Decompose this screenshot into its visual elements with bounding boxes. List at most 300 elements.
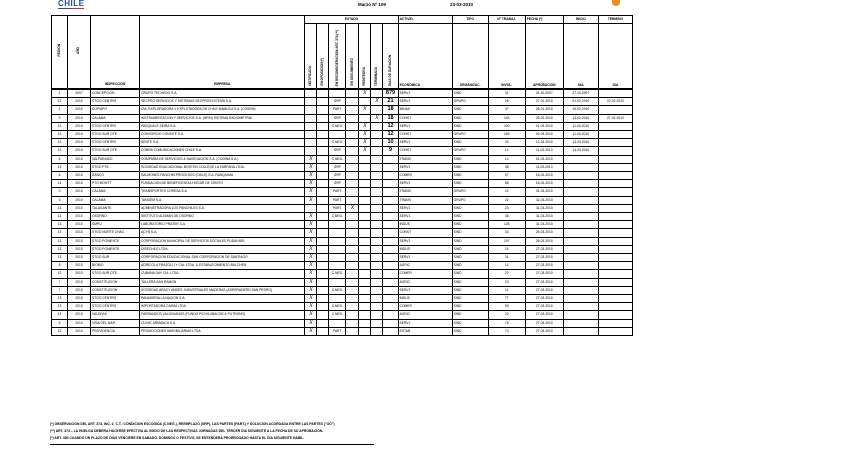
cell-inspeccion: VALPARAISO (91, 155, 140, 163)
cell-anio: 2010 (68, 139, 91, 147)
cell-fecha: 26-03-2010 (525, 229, 563, 237)
cell-inspeccion: RANCO (91, 172, 140, 180)
cell-region: 14 (52, 180, 68, 188)
cell-actividad: SERV1 (398, 254, 452, 262)
cell-trabaj: 22 (488, 270, 525, 278)
cell-empresa: INSTITUTO ALEMAN DE OSORNO (140, 213, 305, 221)
cell-trabaj: 169 (488, 131, 525, 139)
cell-actividad: AGRIC (398, 262, 452, 270)
cell-termino (598, 303, 632, 311)
cell-notificada: X (305, 229, 317, 237)
cell-terminada (371, 311, 383, 319)
footnotes (50, 421, 374, 445)
cell-reintegra (359, 172, 371, 180)
cell-termino: 27-02-2010 (598, 114, 632, 122)
cell-empresa: DISECHILE LTDA. (140, 245, 305, 253)
cell-dias (383, 213, 398, 221)
cell-dias (383, 237, 398, 245)
cell-trabaj: 57 (488, 172, 525, 180)
cell-reintegra (359, 327, 371, 335)
cell-oposicion (317, 221, 329, 229)
cell-reintegra: X (359, 89, 371, 98)
table-row (52, 188, 633, 196)
cell-tipo: SIND (452, 155, 488, 163)
cell-region: 3 (52, 114, 68, 122)
cell-fecha: 27-03-2010 (525, 327, 563, 335)
cell-fecha: 27-03-2010 (525, 303, 563, 311)
cell-notificada: X (305, 262, 317, 270)
cell-dias (383, 286, 398, 294)
cell-notificada: X (305, 213, 317, 221)
cell-seguim: X (346, 204, 359, 212)
cell-fecha: 27-03-2010 (525, 270, 563, 278)
cell-terminada (371, 155, 383, 163)
cell-reconsid: C.NEG. (329, 155, 346, 163)
cell-terminada (371, 327, 383, 335)
cell-seguim (346, 286, 359, 294)
table-row (52, 98, 633, 106)
cell-reintegra: X (359, 139, 371, 147)
cell-region: 13 (52, 147, 68, 155)
cell-dias (383, 278, 398, 286)
cell-dias: 879 (383, 89, 398, 98)
cell-empresa: COBRA COMUNICACIONES CHILE S.A. (140, 147, 305, 155)
cell-oposicion (317, 155, 329, 163)
col-trabaj-top: N° TRABAJ. (488, 16, 525, 24)
cell-empresa: ACYS S.A. (140, 229, 305, 237)
cell-fecha: 27-03-2010 (525, 286, 563, 294)
cell-notificada: X (305, 319, 317, 327)
cell-inicio: 27-10-2007 (563, 89, 598, 98)
cell-notificada: X (305, 196, 317, 204)
cell-terminada (371, 237, 383, 245)
cell-termino (598, 131, 632, 139)
cell-fecha: 01-03-2010 (525, 122, 563, 130)
footnote-divider (50, 444, 374, 445)
cell-anio: 2010 (68, 188, 91, 196)
cell-notificada (305, 131, 317, 139)
cell-anio: 2010 (68, 319, 91, 327)
cell-empresa: TRANSPORTES CORESA S.A. (140, 188, 305, 196)
cell-seguim (346, 147, 359, 155)
cell-anio: 2010 (68, 278, 91, 286)
cell-actividad: SERV1 (398, 98, 452, 106)
cell-reconsid: PART. (329, 106, 346, 114)
cell-reconsid: PART. (329, 327, 346, 335)
table-row (52, 204, 633, 212)
cell-terminada (371, 295, 383, 303)
cell-reintegra (359, 155, 371, 163)
col-fecha-top: FECHA (*) (525, 16, 563, 24)
col-termino-top: TERMINO (598, 16, 632, 24)
cell-inspeccion: STGO PONIENTE (91, 245, 140, 253)
cell-seguim (346, 319, 359, 327)
col-actividad: ECONOMICA (398, 24, 452, 90)
col-oposicion: EN OPOSICION (*) (317, 24, 329, 90)
col-anio: AÑO (68, 16, 91, 90)
table-row (52, 180, 633, 188)
cell-fecha: 15-03-2010 (525, 180, 563, 188)
cell-anio: 2010 (68, 98, 91, 106)
cell-empresa: FUNDACION DE BENEFICENCIA HOGAR DE CRISTO (140, 180, 305, 188)
cell-dias: 18 (383, 106, 398, 114)
cell-reintegra (359, 262, 371, 270)
cell-anio: 2010 (68, 155, 91, 163)
cell-notificada: X (305, 155, 317, 163)
cell-oposicion (317, 213, 329, 221)
cell-inicio (563, 270, 598, 278)
cell-anio: 2010 (68, 327, 91, 335)
cell-seguim (346, 163, 359, 171)
cell-fecha: 31-03-2010 (525, 221, 563, 229)
cell-tipo: GRUPO (452, 196, 488, 204)
cell-fecha: 25-02-2010 (525, 114, 563, 122)
cell-actividad: SERV1 (398, 89, 452, 98)
table-body (52, 89, 633, 336)
col-inspeccion: INSPECCION (91, 16, 140, 90)
cell-region: 13 (52, 295, 68, 303)
cell-termino (598, 319, 632, 327)
cell-oposicion (317, 311, 329, 319)
cell-reconsid: SRP (329, 147, 346, 155)
cell-dias: 18 (383, 114, 398, 122)
cell-seguim (346, 155, 359, 163)
cell-notificada (305, 114, 317, 122)
table-row (52, 114, 633, 122)
cell-inspeccion: PROVIDENCIA (91, 327, 140, 335)
gobierno-chile-logo (58, 0, 85, 9)
cell-trabaj: 100 (488, 122, 525, 130)
cell-seguim (346, 295, 359, 303)
cell-dias (383, 327, 398, 335)
logo-flag-bar (58, 8, 84, 9)
cell-trabaj: 11 (488, 286, 525, 294)
table-row (52, 319, 633, 327)
cell-terminada (371, 319, 383, 327)
col-fecha: APROBACION (525, 24, 563, 90)
col-estado: ESTADO (305, 16, 398, 24)
cell-empresa: TALLERA SAN RAMON (140, 278, 305, 286)
cell-anio: 2010 (68, 114, 91, 122)
cell-anio: 2010 (68, 204, 91, 212)
cell-anio: 2010 (68, 221, 91, 229)
cell-terminada (371, 196, 383, 204)
cell-fecha: 31-03-2010 (525, 196, 563, 204)
cell-oposicion (317, 319, 329, 327)
cell-seguim (346, 213, 359, 221)
cell-region: 13 (52, 254, 68, 262)
cell-seguim (346, 98, 359, 106)
cell-empresa: SOCIEDAD ARACY ANDES, INDUSTRIALES MADERAS (ASERRADERO SAN PEDRO) (140, 286, 305, 294)
table-row (52, 196, 633, 204)
cell-dias (383, 262, 398, 270)
cell-tipo: SIND (452, 286, 488, 294)
cell-terminada (371, 172, 383, 180)
cell-actividad: CONST (398, 114, 452, 122)
cell-oposicion (317, 245, 329, 253)
cell-trabaj: 22 (488, 188, 525, 196)
cell-fecha: 01-03-2010 (525, 155, 563, 163)
cell-reintegra (359, 196, 371, 204)
cell-actividad: TRANS (398, 155, 452, 163)
cell-reconsid: PART. (329, 204, 346, 212)
table-row (52, 139, 633, 147)
cell-notificada: X (305, 188, 317, 196)
cell-terminada (371, 229, 383, 237)
cell-tipo: SIND (452, 327, 488, 335)
cell-inicio (563, 262, 598, 270)
cell-inicio (563, 180, 598, 188)
cell-reintegra (359, 180, 371, 188)
cell-region: 14 (52, 311, 68, 319)
footnote: (*) ART. 380 CUANDO UN PLAZO DE DIAS VENCIERE EN SABADO, DOMINGO O FESTIVO, SE ENTENDERA PRORROGADO HASTA EL DIA SIGUIENTE HABIL. (50, 436, 305, 440)
cell-actividad: SERV1 (398, 286, 452, 294)
cell-seguim (346, 311, 359, 319)
cell-dias (383, 204, 398, 212)
cell-reintegra (359, 204, 371, 212)
cell-actividad: INDUS (398, 245, 452, 253)
cell-notificada: X (305, 295, 317, 303)
table-row (52, 213, 633, 221)
cell-fecha: 24-10-2007 (525, 89, 563, 98)
cell-inspeccion: SMPU (91, 221, 140, 229)
cell-inicio: 13-02-2010 (563, 114, 598, 122)
cell-trabaj: 85 (488, 180, 525, 188)
cell-notificada (305, 106, 317, 114)
cell-seguim (346, 114, 359, 122)
cell-inicio (563, 245, 598, 253)
strikes-table (51, 15, 633, 336)
cell-tipo: SIND (452, 229, 488, 237)
cell-terminada (371, 122, 383, 130)
col-reconsideracion: EN RECONSIDERACION ART. 374 (**) (329, 24, 346, 90)
table-row (52, 262, 633, 270)
cell-oposicion (317, 114, 329, 122)
cell-reconsid (329, 254, 346, 262)
cell-anio: 2007 (68, 89, 91, 98)
cell-notificada: X (305, 221, 317, 229)
cell-notificada: X (305, 327, 317, 335)
cell-reintegra (359, 295, 371, 303)
cell-trabaj: 14 (488, 155, 525, 163)
col-empresa: EMPRESA (140, 16, 305, 90)
cell-region: 13 (52, 131, 68, 139)
cell-reintegra (359, 188, 371, 196)
cell-fecha: 27-03-2010 (525, 319, 563, 327)
cell-seguim (346, 221, 359, 229)
cell-empresa: PARRANDOS VALDIVIANOS (FUNDO PICHILUBACOS & PUTRONO) (140, 311, 305, 319)
cell-empresa: INSTRUMENTACION Y SERVICIOS S.A. (HEIN) SISTEMA RADIOMETRIA (140, 114, 305, 122)
cell-trabaj: 143 (488, 114, 525, 122)
cell-empresa: CUBANA DAY CIA. LTDA. (140, 270, 305, 278)
cell-reconsid (329, 237, 346, 245)
cell-tipo: SIND (452, 221, 488, 229)
cell-inspeccion: STGO CENTRO (91, 98, 140, 106)
cell-tipo: SIND (452, 89, 488, 98)
cell-termino (598, 188, 632, 196)
cell-dias (383, 229, 398, 237)
cell-oposicion (317, 254, 329, 262)
cell-tipo: SIND (452, 106, 488, 114)
cell-tipo: SIND (452, 139, 488, 147)
cell-oposicion (317, 131, 329, 139)
cell-region: 13 (52, 163, 68, 171)
cell-inicio (563, 221, 598, 229)
cell-region: 13 (52, 221, 68, 229)
cell-trabaj: 23 (488, 204, 525, 212)
cell-trabaj: 38 (488, 163, 525, 171)
cell-fecha: 28-01-2010 (525, 106, 563, 114)
cell-inicio (563, 163, 598, 171)
cell-actividad: SERV1 (398, 163, 452, 171)
cell-terminada (371, 106, 383, 114)
cell-reconsid (329, 278, 346, 286)
cell-dias (383, 188, 398, 196)
cell-reconsid (329, 89, 346, 98)
cell-seguim (346, 131, 359, 139)
cell-empresa: AGRICOLA FRAZOLLI Y CIA. LTDA. & ESTABLECIMIENTO BULCHEN (140, 262, 305, 270)
cell-trabaj: 37 (488, 106, 525, 114)
cell-reconsid (329, 221, 346, 229)
cell-terminada: X (371, 114, 383, 122)
cell-inspeccion: STGO CENTRO (91, 139, 140, 147)
cell-termino (598, 180, 632, 188)
cell-region: 13 (52, 270, 68, 278)
cell-termino (598, 237, 632, 245)
cell-oposicion (317, 229, 329, 237)
cell-anio: 2010 (68, 262, 91, 270)
report-date: 23-03-2010 (450, 2, 474, 7)
report-title: Marzo Nº 109 (358, 2, 386, 7)
cell-termino (598, 262, 632, 270)
cell-region: 13 (52, 139, 68, 147)
cell-region: 13 (52, 303, 68, 311)
col-inicio-top: INICIO (563, 16, 598, 24)
cell-reintegra (359, 319, 371, 327)
table-row (52, 155, 633, 163)
cell-termino (598, 245, 632, 253)
cell-notificada: X (305, 172, 317, 180)
cell-inspeccion: CALAMA (91, 196, 140, 204)
cell-region: 7 (52, 286, 68, 294)
cell-inicio (563, 295, 598, 303)
cell-reintegra (359, 270, 371, 278)
cell-termino (598, 122, 632, 130)
col-terminada: TERMINADA (371, 24, 383, 90)
cell-inspeccion: OSORNO (91, 213, 140, 221)
cell-region: 13 (52, 237, 68, 245)
cell-terminada (371, 245, 383, 253)
cell-anio: 2010 (68, 122, 91, 130)
cell-fecha: 31-03-2010 (525, 213, 563, 221)
cell-notificada: X (305, 237, 317, 245)
cell-region: 3 (52, 188, 68, 196)
cell-inspeccion: STGO CENTRO (91, 122, 140, 130)
table-row (52, 147, 633, 155)
cell-reintegra: X (359, 147, 371, 155)
cell-reintegra (359, 237, 371, 245)
cell-actividad: CONST (398, 147, 452, 155)
cell-trabaj: 24 (488, 245, 525, 253)
cell-dias: 21 (383, 98, 398, 106)
cell-inicio (563, 213, 598, 221)
cell-region: 5 (52, 319, 68, 327)
cell-termino (598, 278, 632, 286)
col-termino: DIA (598, 24, 632, 90)
cell-actividad: INDUS (398, 295, 452, 303)
col-trabaj: INVOL. (488, 24, 525, 90)
cell-trabaj: 22 (488, 311, 525, 319)
cell-dias (383, 311, 398, 319)
table-row (52, 327, 633, 335)
cell-oposicion (317, 180, 329, 188)
cell-inicio: 11-03-2010 (563, 122, 598, 130)
cell-reintegra (359, 213, 371, 221)
cell-reconsid: C.NEG. (329, 139, 346, 147)
cell-notificada: X (305, 303, 317, 311)
cell-trabaj: 197 (488, 237, 525, 245)
cell-trabaj: 23 (488, 278, 525, 286)
cell-fecha: 27-01-2010 (525, 98, 563, 106)
table-row (52, 172, 633, 180)
cell-inspeccion: STGO NORTE CHAC. (91, 229, 140, 237)
cell-empresa: SECPRO SERVICIOS Y SISTEMAS SECPROSYSTEMS S.A. (140, 98, 305, 106)
cell-actividad: COMER (398, 303, 452, 311)
cell-inicio (563, 311, 598, 319)
cell-trabaj: 31 (488, 254, 525, 262)
cell-terminada (371, 221, 383, 229)
cell-empresa: CORPORACION EDUCACIONAL SAN CORPORACION DE SANTIAGO (140, 254, 305, 262)
cell-tipo: SIND (452, 278, 488, 286)
cell-inicio (563, 172, 598, 180)
table-row (52, 278, 633, 286)
cell-empresa: SALMONES PANCHIN PROCESOS (CHILE) S.A. RANQUIMA (140, 172, 305, 180)
cell-trabaj: 22 (488, 196, 525, 204)
cell-inspeccion: COPIAPO (91, 106, 140, 114)
cell-termino (598, 295, 632, 303)
cell-seguim (346, 106, 359, 114)
cell-terminada (371, 89, 383, 98)
cell-reintegra (359, 311, 371, 319)
cell-reintegra (359, 114, 371, 122)
cell-termino (598, 139, 632, 147)
cell-tipo: SIND (452, 237, 488, 245)
cell-reintegra (359, 303, 371, 311)
cell-termino (598, 106, 632, 114)
cell-terminada (371, 286, 383, 294)
cell-fecha: 27-03-2010 (525, 254, 563, 262)
cell-oposicion (317, 89, 329, 98)
cell-terminada (371, 180, 383, 188)
cell-dias (383, 196, 398, 204)
cell-reconsid: C.NEG. (329, 303, 346, 311)
cell-trabaj: 14 (488, 262, 525, 270)
cell-reintegra (359, 229, 371, 237)
cell-seguim (346, 245, 359, 253)
cell-inicio: 13-03-2010 (563, 139, 598, 147)
cell-inspeccion: VALDIVIA (91, 311, 140, 319)
cell-empresa: CONSORCIO CONSITE S.A. (140, 131, 305, 139)
cell-tipo: SIND (452, 262, 488, 270)
cell-region: 13 (52, 245, 68, 253)
cell-terminada (371, 303, 383, 311)
cell-trabaj: 76 (488, 319, 525, 327)
cell-oposicion (317, 98, 329, 106)
cell-reconsid (329, 245, 346, 253)
cell-oposicion (317, 262, 329, 270)
cell-dias (383, 163, 398, 171)
cell-termino (598, 204, 632, 212)
